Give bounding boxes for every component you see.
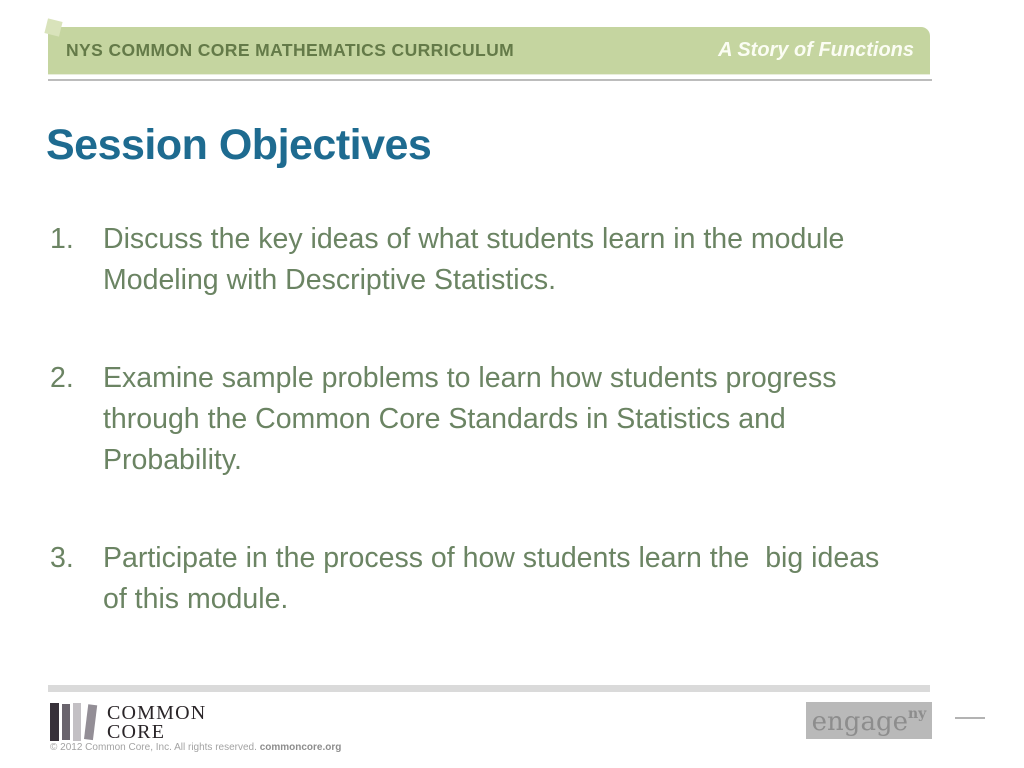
list-item-number: 1. [50, 223, 74, 255]
list-item-number: 2. [50, 362, 74, 394]
curriculum-label: NYS COMMON CORE MATHEMATICS CURRICULUM [66, 40, 515, 60]
text-line: Participate in the process of how students learn the big ideas [103, 542, 880, 574]
banner-fold-corner [44, 18, 62, 36]
common-core-wordmark [107, 703, 206, 742]
text-line: of this module. [103, 583, 289, 615]
banner-underline [48, 79, 932, 81]
objectives-list [50, 219, 980, 677]
ny-superscript: ny [907, 706, 927, 722]
list-item-text [103, 538, 879, 620]
common-core-books-icon [50, 703, 96, 741]
copyright-notice [50, 742, 341, 753]
header-banner [48, 27, 930, 74]
series-label: A Story of Functions [718, 39, 914, 61]
list-item [50, 358, 980, 481]
list-item-number: 3. [50, 542, 74, 574]
list-item-text [103, 358, 836, 481]
engage-wordmark [812, 697, 927, 739]
footer-dash-line [955, 717, 985, 719]
text-line: Discuss the key ideas of what students learn in the module [103, 223, 845, 255]
footer-divider-bar [48, 685, 930, 692]
logo-line: COMMON [107, 702, 207, 724]
book-bar-icon [84, 704, 97, 740]
copyright-text: © 2012 Common Core, Inc. All rights reserved. [50, 742, 260, 753]
logo-line: CORE [107, 721, 166, 743]
common-core-logo [50, 703, 206, 742]
book-bar-icon [73, 703, 81, 741]
book-bar-icon [62, 704, 70, 740]
book-bar-icon [50, 703, 59, 741]
list-item-text [103, 219, 844, 301]
text-line: Probability. [103, 444, 242, 476]
text-line: Modeling with Descriptive Statistics. [103, 264, 556, 296]
engageny-logo [806, 702, 932, 739]
list-item [50, 538, 980, 620]
page-title: Session Objectives [46, 121, 432, 169]
engage-text: engage [811, 707, 908, 737]
text-line: Examine sample problems to learn how students progress [103, 362, 837, 394]
commoncore-org-text: commoncore.org [259, 742, 342, 753]
list-item [50, 219, 980, 301]
text-line: through the Common Core Standards in Statistics and [103, 403, 786, 435]
